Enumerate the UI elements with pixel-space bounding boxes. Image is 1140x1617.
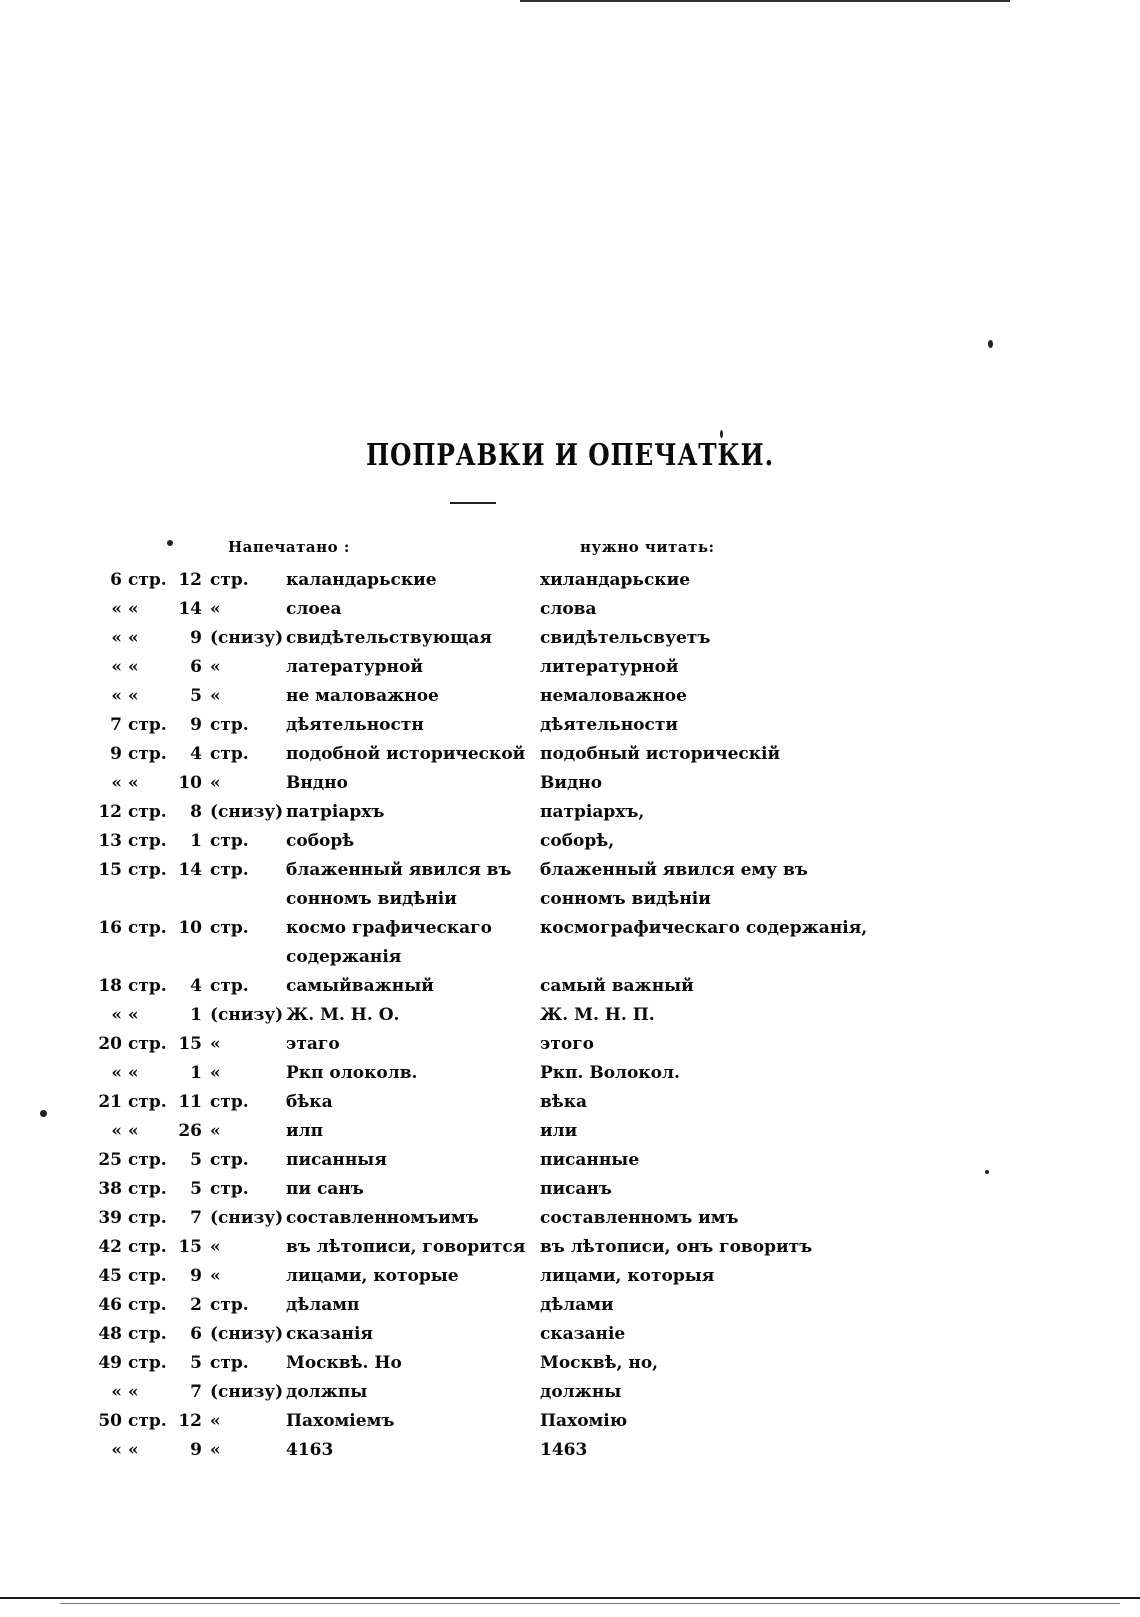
errata-line: 7 — [190, 1208, 202, 1228]
errata-row — [0, 1001, 1140, 1030]
errata-line-unit: « — [210, 1411, 221, 1431]
errata-correct-text: хиландарьскиe — [540, 570, 691, 590]
errata-row — [0, 1030, 1140, 1059]
errata-row — [0, 769, 1140, 798]
errata-line-unit: стр. — [210, 1353, 249, 1373]
errata-line-unit: стр. — [210, 1179, 249, 1199]
errata-printed-text: 4163 — [286, 1440, 334, 1460]
errata-row — [0, 1059, 1140, 1088]
errata-row — [0, 1262, 1140, 1291]
scan-speck — [985, 1170, 989, 1174]
errata-line-unit: стр. — [210, 831, 249, 851]
errata-printed-text: соборѣ — [286, 831, 355, 851]
errata-row — [0, 1233, 1140, 1262]
errata-page-unit: « — [128, 686, 139, 706]
errata-printed-text: слоea — [286, 599, 342, 619]
errata-page-unit: « — [128, 1121, 139, 1141]
errata-row — [0, 711, 1140, 740]
errata-line-unit: « — [210, 773, 221, 793]
errata-printed-text: сказанія — [286, 1324, 373, 1344]
errata-printed-text: Пахоміемъ — [286, 1411, 395, 1431]
errata-page: 7 — [110, 715, 122, 735]
errata-printed-text: лицами, которые — [286, 1266, 459, 1286]
errata-line: 9 — [190, 1266, 202, 1286]
errata-page-unit: стр. — [128, 1324, 167, 1344]
errata-page: « — [111, 1121, 122, 1141]
errata-correct-text: сказаніе — [540, 1324, 626, 1344]
errata-page: « — [111, 657, 122, 677]
errata-row — [0, 595, 1140, 624]
errata-correct-text: писанные — [540, 1150, 640, 1170]
errata-page-unit: стр. — [128, 715, 167, 735]
scan-speck — [167, 540, 173, 546]
errata-list — [0, 566, 1140, 1465]
errata-row — [0, 653, 1140, 682]
errata-row — [0, 827, 1140, 856]
errata-line: 10 — [178, 773, 202, 793]
errata-page: « — [111, 1005, 122, 1025]
errata-page: 20 — [98, 1034, 122, 1054]
errata-line-unit: стр. — [210, 570, 249, 590]
bottom-edge-rule — [0, 1597, 1140, 1599]
errata-page-unit: « — [128, 1382, 139, 1402]
errata-page: « — [111, 1063, 122, 1083]
errata-row — [0, 740, 1140, 769]
errata-correct-text: соборѣ, — [540, 831, 615, 851]
errata-printed-text: пи санъ — [286, 1179, 364, 1199]
errata-page: « — [111, 1440, 122, 1460]
errata-row — [0, 682, 1140, 711]
errata-page-unit: « — [128, 599, 139, 619]
errata-line: 9 — [190, 715, 202, 735]
errata-printed-text: свидѣтельствующая — [286, 628, 492, 648]
errata-row — [0, 914, 1140, 972]
errata-line: 6 — [190, 657, 202, 677]
errata-page: 21 — [98, 1092, 122, 1112]
errata-correct-text: Пахомію — [540, 1411, 628, 1431]
errata-printed-text: не маловажное — [286, 686, 439, 706]
errata-line-unit: стр. — [210, 1150, 249, 1170]
errata-correct-text: патріархъ, — [540, 802, 645, 822]
errata-row — [0, 1436, 1140, 1465]
errata-printed-text: патріархъ — [286, 802, 385, 822]
errata-page-unit: « — [128, 1005, 139, 1025]
errata-row — [0, 1204, 1140, 1233]
errata-page-unit: стр. — [128, 1353, 167, 1373]
errata-page-unit: « — [128, 773, 139, 793]
errata-printed-text: составленномъимъ — [286, 1208, 479, 1228]
errata-printed-text: въ лѣтописи, говорится — [286, 1237, 526, 1257]
errata-line: 1 — [190, 1005, 202, 1025]
errata-page: « — [111, 628, 122, 648]
errata-line: 1 — [190, 831, 202, 851]
errata-correct-text: Ж. М. Н. П. — [540, 1005, 655, 1025]
errata-line-unit: (снизу) — [210, 1382, 284, 1402]
errata-page-unit: стр. — [128, 1179, 167, 1199]
errata-correct-text: или — [540, 1121, 578, 1141]
errata-line-unit: « — [210, 1034, 221, 1054]
errata-correct-text: дѣятельности — [540, 715, 678, 735]
errata-line: 11 — [178, 1092, 202, 1112]
errata-correct-text: космографическаго содержанія, — [540, 918, 868, 938]
errata-page-unit: « — [128, 1063, 139, 1083]
errata-printed-text: писанныя — [286, 1150, 387, 1170]
errata-printed-text: подобной исторической — [286, 744, 526, 764]
errata-line: 14 — [178, 860, 202, 880]
errata-line: 8 — [190, 802, 202, 822]
errata-line-unit: « — [210, 1237, 221, 1257]
errata-line: 5 — [190, 1179, 202, 1199]
errata-printed-text: Ж. М. Н. О. — [286, 1005, 400, 1025]
errata-line-unit: стр. — [210, 976, 249, 996]
errata-row — [0, 1175, 1140, 1204]
errata-correct-text: немаловажное — [540, 686, 687, 706]
errata-page-unit: стр. — [128, 744, 167, 764]
errata-line-unit: « — [210, 1266, 221, 1286]
errata-page-unit: стр. — [128, 1208, 167, 1228]
errata-correct-text: въ лѣтописи, онъ говоритъ — [540, 1237, 813, 1257]
errata-line-unit: (снизу) — [210, 628, 284, 648]
errata-page: 9 — [110, 744, 122, 764]
errata-correct-text: блаженный явился ему въ сонномъ видѣнiи — [540, 860, 808, 909]
errata-page: « — [111, 599, 122, 619]
errata-printed-text: бѣка — [286, 1092, 333, 1112]
errata-page-unit: стр. — [128, 860, 167, 880]
errata-row — [0, 972, 1140, 1001]
errata-page: 12 — [98, 802, 122, 822]
errata-page: 15 — [98, 860, 122, 880]
errata-printed-text: должпы — [286, 1382, 368, 1402]
errata-correct-text: Ркп. Волокол. — [540, 1063, 680, 1083]
errata-page-unit: « — [128, 628, 139, 648]
errata-line-unit: стр. — [210, 918, 249, 938]
errata-correct-text: Москвѣ, но, — [540, 1353, 659, 1373]
errata-line: 2 — [190, 1295, 202, 1315]
errata-correct-text: литературной — [540, 657, 679, 677]
errata-row — [0, 1378, 1140, 1407]
errata-row — [0, 1088, 1140, 1117]
errata-line-unit: « — [210, 686, 221, 706]
errata-printed-text: блаженный явился въ сонномъ видѣнiи — [286, 860, 512, 909]
errata-line: 4 — [190, 744, 202, 764]
errata-line-unit: стр. — [210, 1295, 249, 1315]
errata-page-unit: стр. — [128, 976, 167, 996]
errata-correct-text: должны — [540, 1382, 622, 1402]
scan-speck — [40, 1110, 47, 1117]
errata-page: 16 — [98, 918, 122, 938]
errata-page: 13 — [98, 831, 122, 851]
errata-line: 7 — [190, 1382, 202, 1402]
errata-line-unit: « — [210, 599, 221, 619]
errata-page: 50 — [98, 1411, 122, 1431]
errata-line-unit: (снизу) — [210, 1005, 284, 1025]
errata-correct-text: слова — [540, 599, 597, 619]
errata-page: « — [111, 1382, 122, 1402]
errata-row — [0, 1146, 1140, 1175]
errata-correct-text: подобный историческій — [540, 744, 781, 764]
errata-page: 38 — [98, 1179, 122, 1199]
errata-printed-text: космо графическаго содержанія — [286, 918, 492, 967]
errata-line-unit: (снизу) — [210, 1208, 284, 1228]
errata-page-unit: стр. — [128, 570, 167, 590]
errata-page: 49 — [98, 1353, 122, 1373]
errata-line-unit: « — [210, 1440, 221, 1460]
errata-line: 12 — [178, 1411, 202, 1431]
scan-speck — [988, 340, 993, 348]
errata-printed-text: этаго — [286, 1034, 340, 1054]
errata-correct-text: Видно — [540, 773, 603, 793]
errata-line: 9 — [190, 1440, 202, 1460]
errata-line: 5 — [190, 686, 202, 706]
errata-page-unit: стр. — [128, 1034, 167, 1054]
header-printed: Напечатано : — [228, 538, 350, 556]
errata-page-unit: стр. — [128, 1266, 167, 1286]
errata-page: « — [111, 686, 122, 706]
errata-line-unit: « — [210, 657, 221, 677]
errata-printed-text: Москвѣ. Но — [286, 1353, 402, 1373]
errata-row — [0, 1117, 1140, 1146]
errata-line: 4 — [190, 976, 202, 996]
errata-correct-text: вѣка — [540, 1092, 588, 1112]
errata-row — [0, 1407, 1140, 1436]
errata-printed-text: Вндно — [286, 773, 348, 793]
errata-row — [0, 798, 1140, 827]
errata-line: 9 — [190, 628, 202, 648]
errata-line: 10 — [178, 918, 202, 938]
errata-printed-text: дѣламп — [286, 1295, 360, 1315]
errata-row — [0, 1349, 1140, 1378]
errata-line-unit: стр. — [210, 744, 249, 764]
errata-line: 12 — [178, 570, 202, 590]
errata-page-unit: стр. — [128, 1295, 167, 1315]
errata-correct-text: писанъ — [540, 1179, 612, 1199]
errata-page-unit: стр. — [128, 831, 167, 851]
errata-line-unit: стр. — [210, 715, 249, 735]
errata-page-unit: стр. — [128, 1092, 167, 1112]
errata-printed-text: самыйважный — [286, 976, 434, 996]
top-edge-rule — [520, 0, 1010, 2]
errata-line-unit: стр. — [210, 1092, 249, 1112]
errata-correct-text: свидѣтельсвуетъ — [540, 628, 711, 648]
bottom-edge-rule-thin — [60, 1603, 1120, 1604]
errata-printed-text: латературной — [286, 657, 423, 677]
errata-page-unit: « — [128, 657, 139, 677]
scan-speck — [720, 430, 723, 438]
errata-correct-text: дѣлами — [540, 1295, 614, 1315]
errata-printed-text: илп — [286, 1121, 324, 1141]
errata-row — [0, 1320, 1140, 1349]
errata-line: 15 — [178, 1237, 202, 1257]
errata-row — [0, 566, 1140, 595]
errata-line-unit: (снизу) — [210, 802, 284, 822]
errata-correct-text: самый важный — [540, 976, 694, 996]
errata-line-unit: стр. — [210, 860, 249, 880]
errata-line: 5 — [190, 1353, 202, 1373]
errata-page: 46 — [98, 1295, 122, 1315]
errata-line-unit: « — [210, 1063, 221, 1083]
errata-page-unit: стр. — [128, 802, 167, 822]
errata-page: 25 — [98, 1150, 122, 1170]
errata-printed-text: каландарьскиe — [286, 570, 437, 590]
errata-page: « — [111, 773, 122, 793]
errata-line-unit: « — [210, 1121, 221, 1141]
errata-line: 26 — [178, 1121, 202, 1141]
errata-correct-text: составленномъ имъ — [540, 1208, 739, 1228]
errata-page: 45 — [98, 1266, 122, 1286]
errata-row — [0, 624, 1140, 653]
errata-printed-text: Ркп олоколв. — [286, 1063, 418, 1083]
errata-correct-text: лицами, которыя — [540, 1266, 715, 1286]
page-title: ПОПРАВКИ И ОПЕЧАТКИ. — [365, 438, 775, 473]
errata-page: 48 — [98, 1324, 122, 1344]
errata-page: 18 — [98, 976, 122, 996]
title-underline — [450, 502, 496, 504]
header-should-read: нужно читать: — [580, 538, 715, 556]
errata-page-unit: стр. — [128, 918, 167, 938]
errata-printed-text: дѣятельностн — [286, 715, 424, 735]
errata-page-unit: стр. — [128, 1150, 167, 1170]
errata-page-unit: стр. — [128, 1237, 167, 1257]
errata-line: 6 — [190, 1324, 202, 1344]
errata-page: 39 — [98, 1208, 122, 1228]
errata-line: 14 — [178, 599, 202, 619]
errata-row — [0, 856, 1140, 914]
errata-line: 5 — [190, 1150, 202, 1170]
errata-line: 1 — [190, 1063, 202, 1083]
errata-row — [0, 1291, 1140, 1320]
errata-page: 6 — [110, 570, 122, 590]
errata-line-unit: (снизу) — [210, 1324, 284, 1344]
errata-page-unit: стр. — [128, 1411, 167, 1431]
errata-page-unit: « — [128, 1440, 139, 1460]
errata-correct-text: этого — [540, 1034, 594, 1054]
errata-line: 15 — [178, 1034, 202, 1054]
errata-page: 42 — [98, 1237, 122, 1257]
errata-correct-text: 1463 — [540, 1440, 588, 1460]
